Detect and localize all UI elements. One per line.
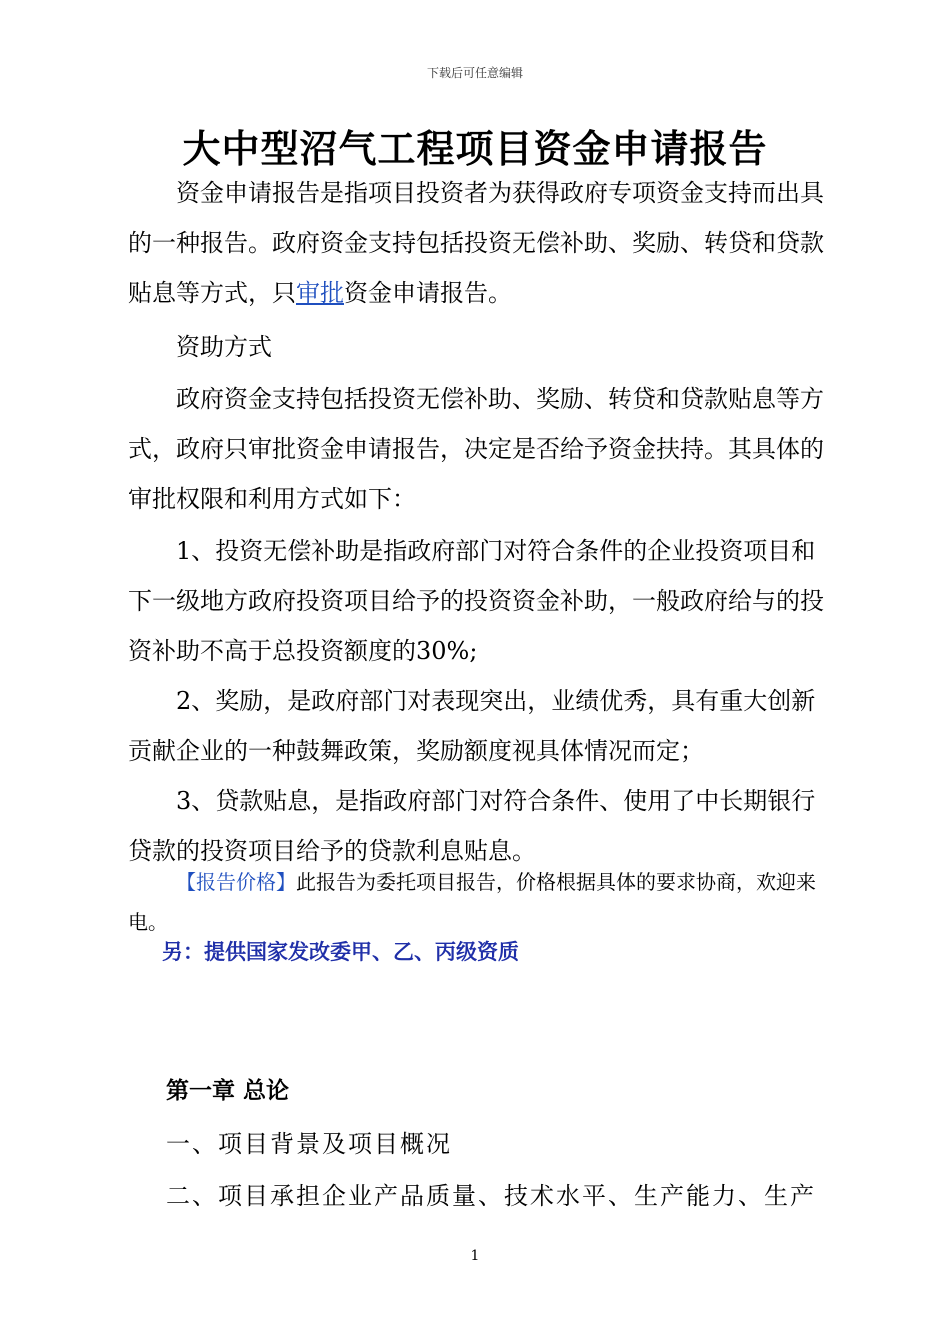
intro-paragraph — [128, 168, 828, 318]
item-3-paragraph: 3、贷款贴息，是指政府部门对符合条件、使用了中长期银行贷款的投资项目给予的贷款利息贴息。 — [128, 787, 816, 865]
approval-link[interactable]: 审批 — [296, 279, 344, 307]
section-2: 二、项目承担企业产品质量、技术水平、生产能力、生产 — [166, 1182, 816, 1210]
price-note — [128, 862, 828, 942]
item-2-paragraph: 2、奖励，是政府部门对表现突出，业绩优秀，具有重大创新贡献企业的一种鼓舞政策，奖励额度视具体情况而定； — [128, 687, 816, 765]
document-title: 大中型沼气工程项目资金申请报告 — [182, 127, 768, 171]
price-tag: 【报告价格】 — [176, 870, 296, 894]
intro-text-before: 资金申请报告是指项目投资者为获得政府专项资金支持而出具的一种报告。政府资金支持包括投资无偿补助、奖励、转贷和贷款贴息等方式，只 — [128, 179, 824, 307]
price-text: 此报告为委托项目报告，价格根据具体的要求协商，欢迎来电。 — [128, 870, 816, 934]
section-1: 一、项目背景及项目概况 — [166, 1130, 452, 1158]
chapter-title: 第一章 总论 — [166, 1078, 290, 1104]
main-body — [128, 168, 828, 876]
page-number: 1 — [470, 1248, 480, 1264]
header-note: 下载后可任意编辑 — [426, 66, 523, 80]
subheading-funding-methods: 资助方式 — [176, 333, 272, 361]
support-paragraph: 政府资金支持包括投资无偿补助、奖励、转贷和贷款贴息等方式，政府只审批资金申请报告，决定是否给予资金扶持。其具体的审批权限和利用方式如下： — [128, 385, 824, 513]
qualification-note: 另：提供国家发改委甲、乙、丙级资质 — [162, 940, 519, 964]
item-1-paragraph: 1、投资无偿补助是指政府部门对符合条件的企业投资项目和下一级地方政府投资项目给予的投资资金补助，一般政府给与的投资补助不高于总投资额度的30%; — [128, 537, 824, 665]
intro-text-after: 资金申请报告。 — [344, 279, 512, 307]
